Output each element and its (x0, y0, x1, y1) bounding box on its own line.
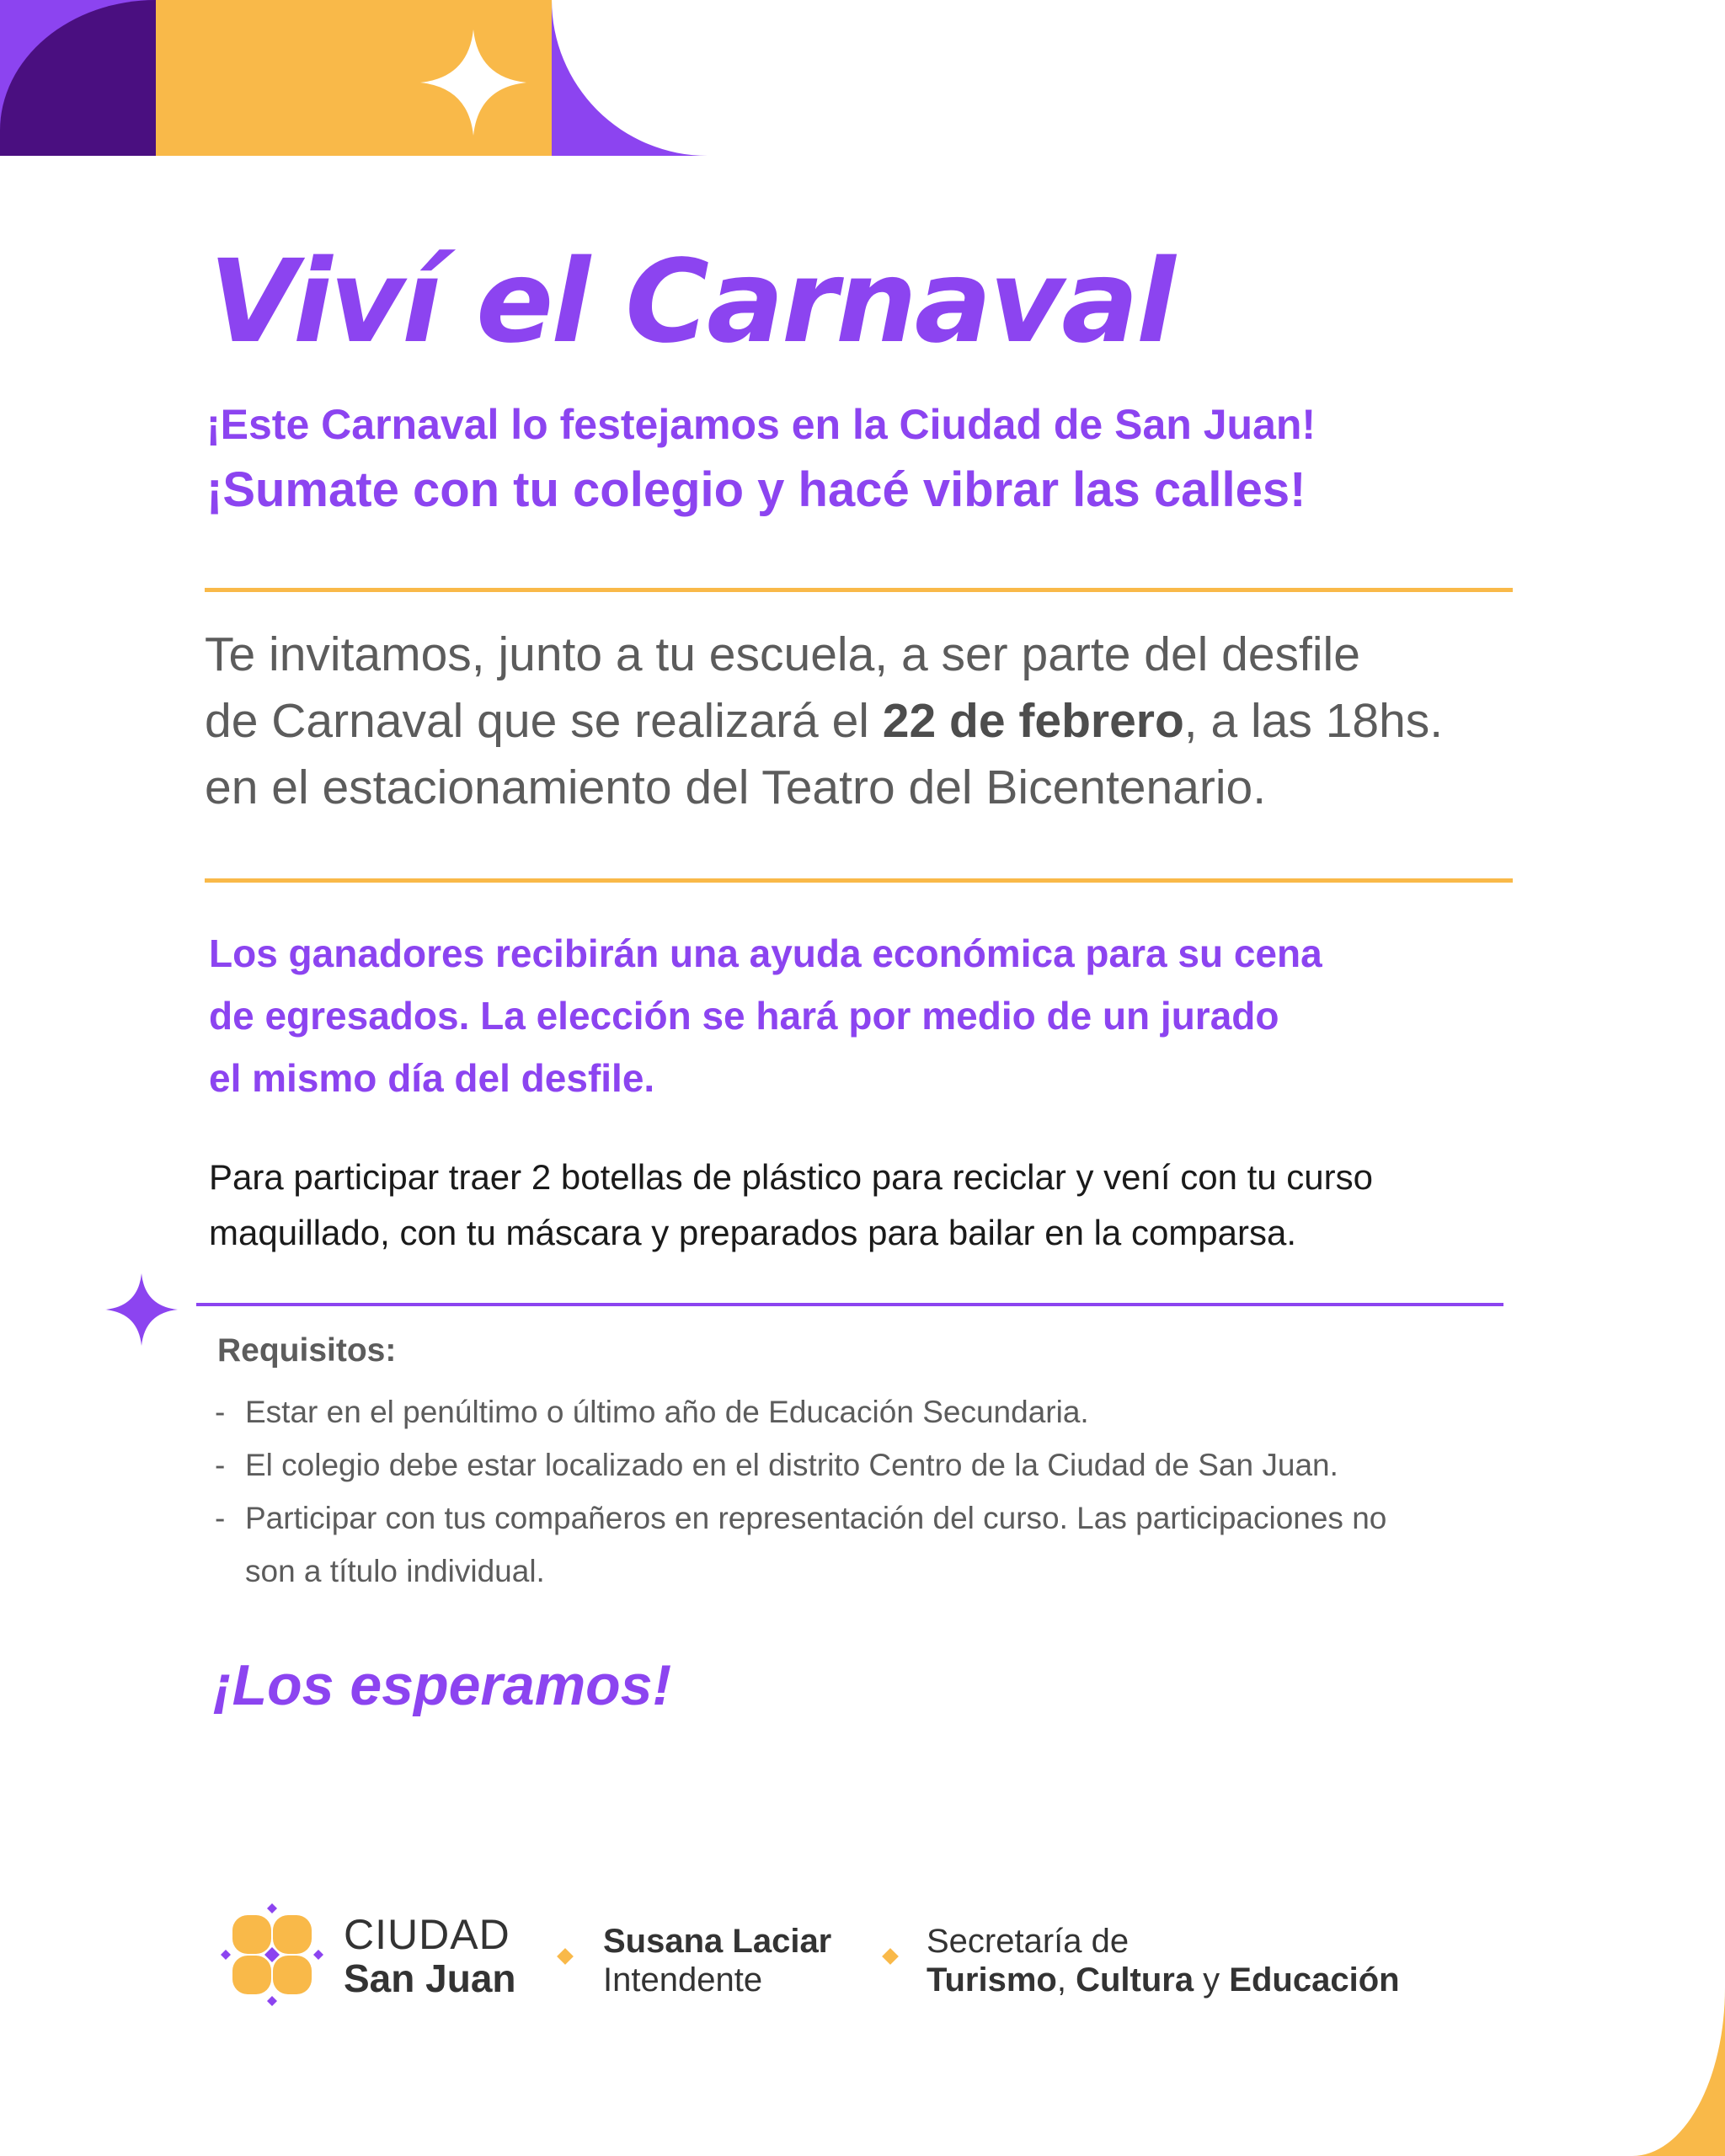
participation-line-2: maquillado, con tu máscara y preparados para bailar en la comparsa. (209, 1213, 1297, 1252)
participation-text (209, 1150, 1557, 1261)
invitation-line-1: Te invitamos, junto a tu escuela, a ser parte del desfile (205, 627, 1360, 681)
secretariat-line-2: Turismo, Cultura y Educación (927, 1961, 1400, 1999)
divider (196, 1303, 1503, 1306)
city-logo-icon (221, 1903, 323, 2006)
requirements-title: Requisitos: (217, 1332, 397, 1369)
invitation-line-2: de Carnaval que se realizará el 22 de febrero, a las 18hs. (205, 694, 1444, 748)
prize-text (209, 922, 1557, 1109)
prize-line-1: Los ganadores recibirán una ayuda económica para su cena (209, 931, 1322, 975)
city-name-line-1: CIUDAD (344, 1911, 510, 1958)
prize-line-3: el mismo día del desfile. (209, 1056, 655, 1100)
corner-decoration (1632, 1988, 1725, 2156)
divider (205, 878, 1513, 883)
list-item: - Participar con tus compañeros en representación del curso. Las participaciones no son a título individual. (215, 1492, 1562, 1598)
city-name-line-2: San Juan (344, 1956, 516, 2000)
list-item: - Estar en el penúltimo o último año de Educación Secundaria. (215, 1385, 1562, 1438)
subtitle-line-1: ¡Este Carnaval lo festejamos en la Ciudad de San Juan! (206, 401, 1316, 448)
list-item: - El colegio debe estar localizado en el distrito Centro de la Ciudad de San Juan. (215, 1438, 1562, 1492)
secretariat-line-1: Secretaría de (927, 1923, 1130, 1960)
invitation-line-3: en el estacionamiento del Teatro del Bicentenario. (205, 760, 1267, 814)
subtitle-line-2: ¡Sumate con tu colegio y hacé vibrar las calles! (206, 462, 1306, 517)
mayor-name: Susana Laciar (603, 1923, 832, 1960)
sparkle-icon (105, 1273, 178, 1346)
divider (205, 588, 1513, 592)
page-title: Viví el Carnaval (209, 236, 1173, 369)
separator-diamond-icon (557, 1948, 574, 1965)
requirements-list (215, 1385, 1562, 1598)
mayor-role: Intendente (603, 1961, 763, 1999)
closing-text: ¡Los esperamos! (213, 1653, 672, 1717)
participation-line-1: Para participar traer 2 botellas de plástico para reciclar y vení con tu curso (209, 1157, 1374, 1197)
prize-line-2: de egresados. La elección se hará por medio de un jurado (209, 994, 1279, 1038)
event-date: 22 de febrero (882, 694, 1184, 748)
separator-diamond-icon (882, 1948, 899, 1965)
invitation-text (205, 622, 1552, 821)
top-decoration (0, 0, 708, 156)
